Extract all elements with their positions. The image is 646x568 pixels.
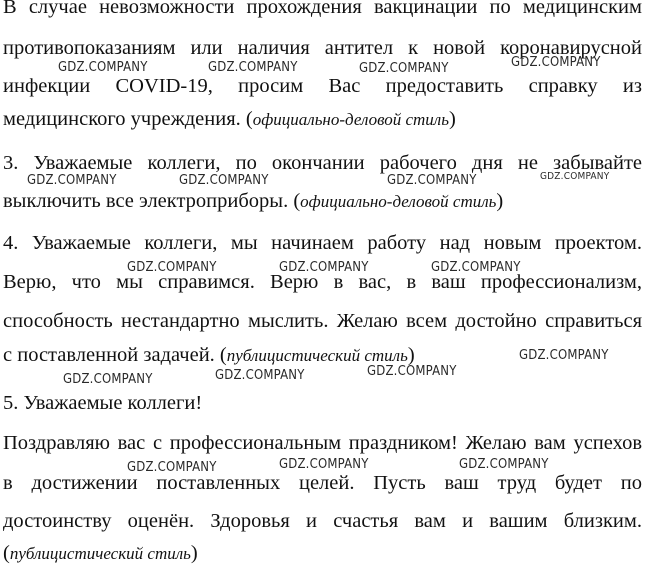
watermark: GDZ.COMPANY — [279, 457, 369, 472]
watermark: GDZ.COMPANY — [58, 60, 148, 75]
p4-line-1: 4. Уважаемые коллеги, мы начинаем работу над новым проектом. — [3, 232, 642, 254]
p5-close-paren: ) — [190, 542, 198, 564]
p3-line-1: 3. Уважаемые коллеги, по окончании рабочего дня не забывайте — [3, 152, 642, 174]
p3-style-note: официально-деловой стиль — [300, 192, 497, 211]
p2-line-1: В случае невозможности прохождения вакцинации по медицинским — [3, 0, 642, 18]
watermark: GDZ.COMPANY — [540, 171, 610, 182]
p5-heading: 5. Уважаемые коллеги! — [3, 392, 203, 414]
watermark: GDZ.COMPANY — [431, 260, 521, 275]
watermark: GDZ.COMPANY — [519, 348, 609, 363]
p2-close-paren: ) — [448, 108, 456, 130]
p2-line-2: противопоказаниям или наличия антител к новой коронавирусной — [3, 37, 642, 59]
watermark: GDZ.COMPANY — [27, 173, 117, 188]
p2-line-4 — [3, 106, 642, 133]
watermark: GDZ.COMPANY — [387, 173, 477, 188]
watermark: GDZ.COMPANY — [179, 173, 269, 188]
watermark: GDZ.COMPANY — [215, 368, 305, 383]
p2-text-end: медицинского учреждения. ( — [3, 108, 253, 130]
watermark: GDZ.COMPANY — [208, 60, 298, 75]
p3-text-end: выключить все электроприборы. ( — [3, 190, 301, 212]
watermark: GDZ.COMPANY — [63, 372, 153, 387]
watermark: GDZ.COMPANY — [127, 460, 217, 475]
watermark: GDZ.COMPANY — [359, 61, 449, 76]
watermark: GDZ.COMPANY — [459, 457, 549, 472]
watermark: GDZ.COMPANY — [279, 260, 369, 275]
p4-close-paren: ) — [407, 344, 415, 366]
p4-line-3: способность нестандартно мыслить. Желаю всем достойно справиться — [3, 310, 642, 332]
watermark: GDZ.COMPANY — [127, 260, 217, 275]
p5-line-4 — [3, 540, 642, 567]
p5-open-paren: ( — [3, 542, 10, 564]
p5-line-2: в достижении поставленных целей. Пусть ваш труд будет по — [3, 472, 642, 494]
p3-close-paren: ) — [496, 190, 504, 212]
watermark: GDZ.COMPANY — [367, 364, 457, 379]
p3-line-2 — [3, 188, 642, 215]
p4-text-end: с поставленной задачей. ( — [3, 344, 227, 366]
p2-line-3: инфекции COVID-19, просим Вас предоставить справку из — [3, 75, 642, 97]
p5-line-1: Поздравляю вас с профессиональным праздником! Желаю вам успехов — [3, 432, 642, 454]
watermark: GDZ.COMPANY — [511, 55, 601, 70]
p5-style-note: публицистический стиль — [9, 544, 191, 563]
p5-line-3: достоинству оценён. Здоровья и счастья вам и вашим близким. — [3, 510, 642, 532]
p4-style-note: публицистический стиль — [226, 346, 408, 365]
p2-style-note: официально-деловой стиль — [252, 110, 449, 129]
p4-line-2: Верю, что мы справимся. Верю в вас, в ваш профессионализм, — [3, 271, 642, 293]
